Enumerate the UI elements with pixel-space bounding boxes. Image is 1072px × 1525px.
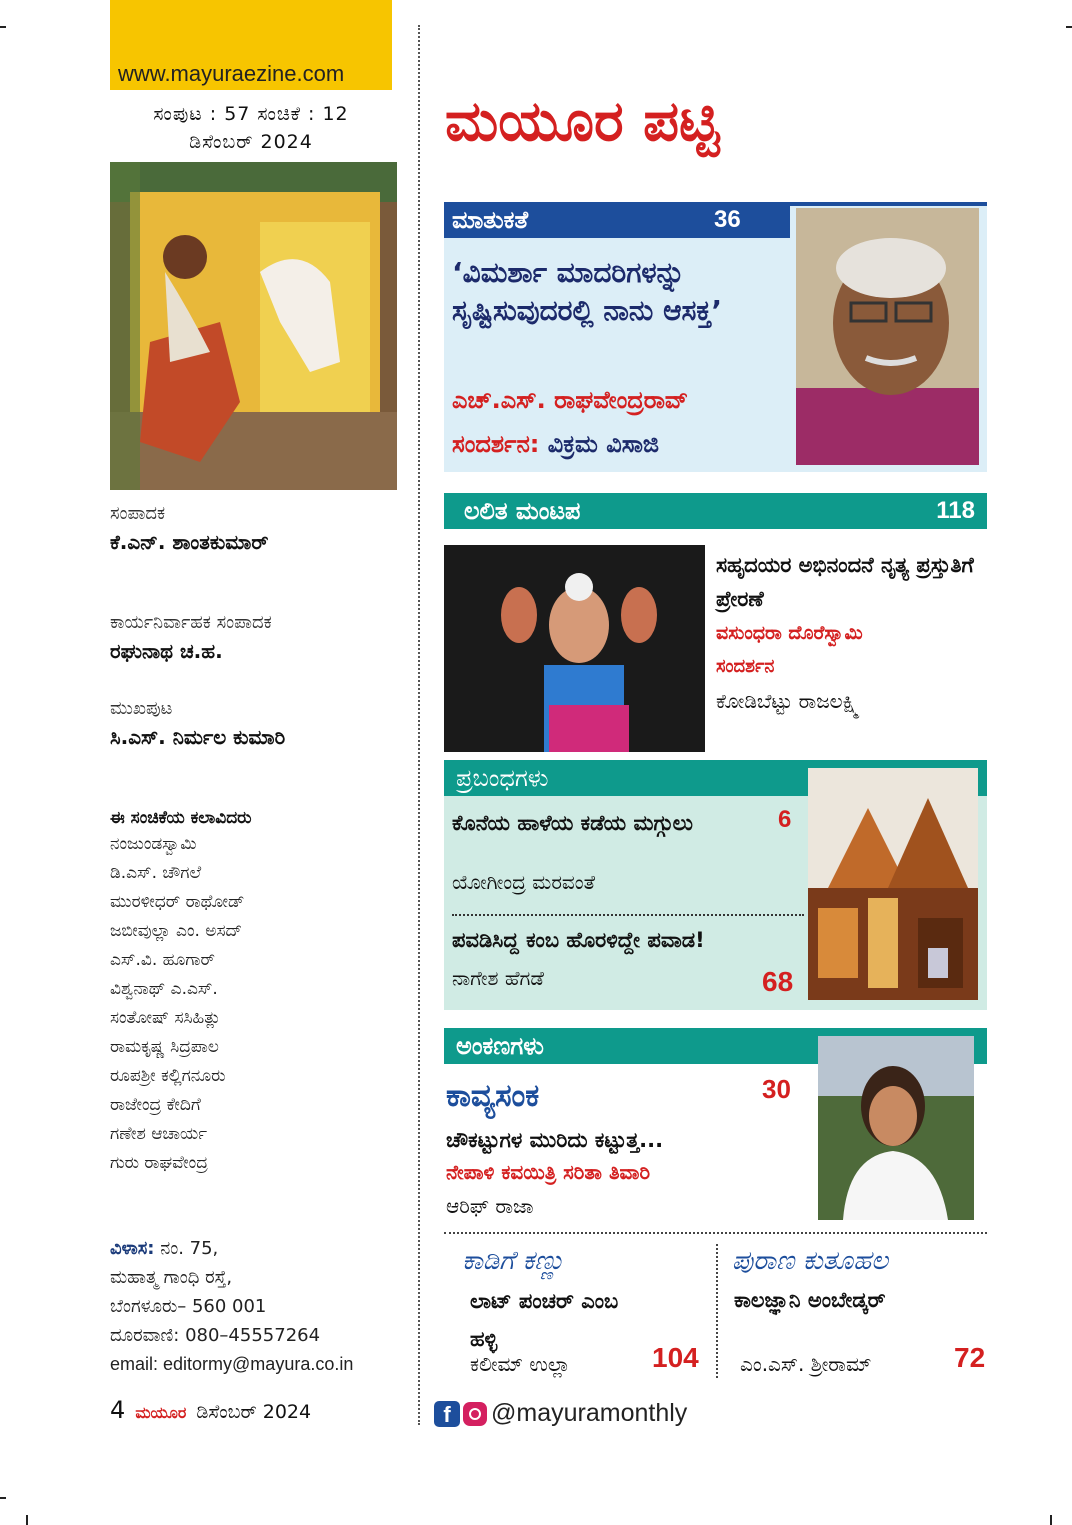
byline-label: ಸಂದರ್ಶನ [716,656,775,677]
page-ref[interactable]: 68 [762,966,794,997]
byline-label: ಸಂದರ್ಶನ: [452,430,540,458]
column-separator [716,1244,718,1378]
byline-name: ವಿಕ್ರಮ ವಿಸಾಜಿ [547,430,660,458]
crop-mark [0,26,6,28]
purana-author: ಎಂ.ಎಸ್. ಶ್ರೀರಾಮ್ [740,1352,872,1376]
address-block [110,1234,410,1379]
poet-photo [818,1036,974,1220]
staff-name: ರಘುನಾಥ ಚ.ಹ. [110,639,223,663]
section-label: ಅಂಕಣಗಳು [456,1032,544,1060]
column-author: ಆರಿಫ್ ರಾಜಾ [446,1194,534,1218]
purana-title[interactable]: ಕಾಲಜ್ಞಾನಿ ಅಂಬೇಡ್ಕರ್ [734,1288,886,1312]
crop-mark [1050,1515,1052,1525]
essay-title[interactable]: ಪವಡಿಸಿದ್ದ ಕಂಬ ಹೊರಳಿದ್ದೇ ಪವಾಡ! [452,928,705,952]
kadige-author: ಕಲೀಮ್ ಉಲ್ಲಾ [470,1352,571,1376]
lalita-header [444,493,987,529]
address-line: ಮಹಾತ್ಮ ಗಾಂಧಿ ರಸ್ತೆ, [110,1267,233,1288]
page-ref[interactable]: 72 [954,1342,986,1373]
purana-label: ಪುರಾಣ ಕುತೂಹಲ [732,1246,888,1276]
page-ref[interactable]: 118 [936,497,975,524]
masthead-title: ಮಯೂರ ಪಟ್ಟಿ [445,88,720,154]
section-label: ಲಲಿತ ಮಂಟಪ [464,497,581,525]
kadige-label: ಕಾಡಿಗೆ ಕಣ್ಣು [462,1246,565,1276]
byline-name: ಕೋಡಿಬೆಟ್ಟು ರಾಜಲಕ್ಷ್ಮಿ [716,689,860,713]
staff-executive-editor [110,612,272,663]
section-separator [444,1232,987,1234]
staff-name: ಕೆ.ಎನ್. ಶಾಂತಕುಮಾರ್ [110,530,269,554]
interview-byline [452,430,659,458]
artist-name: ನಂಜುಂಡಸ್ವಾಮಿ [110,834,197,854]
artist-name: ವಿಶ್ವನಾಥ್ ಎ.ಎಸ್. [110,979,218,999]
page-ref[interactable]: 104 [652,1342,699,1373]
address-label: ವಿಳಾಸ: [110,1238,155,1259]
section-label: ಪ್ರಬಂಧಗಳು [456,764,549,792]
artist-name: ರೂಪಶ್ರೀ ಕಲ್ಲಿಗನೂರು [110,1066,226,1086]
artist-name: ಜಬೀವುಲ್ಲಾ ಎಂ. ಅಸದ್ [110,921,243,941]
lalita-title[interactable]: ಸಹೃದಯರ ಅಭಿನಂದನೆ ನೃತ್ಯ ಪ್ರಸ್ತುತಿಗೆ ಪ್ರೇರಣೆ [716,553,974,611]
column-title[interactable]: ಚೌಕಟ್ಟುಗಳ ಮುರಿದು ಕಟ್ಟುತ್ತ... [446,1128,664,1152]
staff-editor [110,503,268,554]
issue-volume: ಸಂಪುಟ : 57 ಸಂಚಿಕೆ : 12 [153,103,349,125]
essay-separator [452,914,804,916]
page-number: 4 [110,1396,126,1424]
essay-author: ನಾಗೇಶ ಹೆಗಡೆ [452,966,544,990]
email-address[interactable]: email: editormy@mayura.co.in [110,1354,354,1374]
page-ref[interactable]: 6 [778,806,792,833]
dancer-photo [444,545,705,752]
social-handle-row [434,1399,687,1428]
interview-header [444,202,790,238]
author-photo [796,208,979,465]
column-divider [418,25,420,1425]
staff-role: ಕಾರ್ಯನಿರ್ವಾಹಕ ಸಂಪಾದಕ [110,612,272,633]
section-label: ಮಾತುಕತೆ [452,206,529,234]
staff-name: ಸಿ.ಎಸ್. ನಿರ್ಮಲ ಕುಮಾರಿ [110,725,286,749]
facebook-icon[interactable]: f [434,1401,460,1427]
artist-name: ಗಣೇಶ ಆಚಾರ್ಯ [110,1124,208,1144]
artist-name: ಸಂತೋಷ್ ಸಸಿಹಿತ್ಲು [110,1008,221,1028]
issue-info [110,100,392,156]
column-subtitle: ನೇಪಾಳಿ ಕವಯಿತ್ರಿ ಸರಿತಾ ತಿವಾರಿ [446,1160,651,1184]
artist-name: ರಾಜೇಂದ್ರ ಕೇದಿಗೆ [110,1095,201,1115]
issue-date: ಡಿಸೆಂಬರ್ 2024 [189,131,313,153]
page-ref[interactable]: 30 [762,1074,791,1104]
kadige-title[interactable]: ಲಾಟ್ ಪಂಚರ್ ಎಂಬ ಹಳ್ಳಿ [470,1289,619,1351]
column-heading: ಕಾವ್ಯಸಂಕ [446,1078,540,1114]
artist-name: ಡಿ.ಎಸ್. ಚೌಗಲೆ [110,863,202,883]
footer-date: ಡಿಸೆಂಬರ್ 2024 [196,1401,312,1423]
artists-title: ಈ ಸಂಚಿಕೆಯ ಕಲಾವಿದರು [110,808,252,828]
artist-name: ಎಸ್.ವಿ. ಹೂಗಾರ್ [110,950,215,970]
crop-mark [26,1515,28,1525]
address-line: ಬೆಂಗಳೂರು– 560 001 [110,1296,267,1317]
cover-painting [110,162,397,490]
artists-list [110,808,252,1178]
crop-mark [1066,26,1072,28]
lalita-person: ವಸುಂಧರಾ ದೊರೆಸ್ವಾಮಿ [716,622,863,644]
staff-cover [110,698,285,749]
essay-author: ಯೋಗೀಂದ್ರ ಮರವಂತೆ [452,870,595,894]
website-url[interactable]: www.mayuraezine.com [118,61,345,86]
artist-name: ಮುರಳೀಧರ್ ರಾಥೋಡ್ [110,892,245,912]
artist-name: ಗುರು ರಾಘವೇಂದ್ರ [110,1153,208,1173]
essay-title[interactable]: ಕೊನೆಯ ಹಾಳೆಯ ಕಡೆಯ ಮಗ್ಗುಲು [452,811,693,835]
instagram-icon[interactable] [463,1402,487,1426]
artist-name: ರಾಮಕೃಷ್ಣ ಸಿದ್ರಪಾಲ [110,1037,219,1057]
interview-title[interactable]: ‘ವಿಮರ್ಶಾ ಮಾದರಿಗಳನ್ನು ಸೃಷ್ಟಿಸುವುದರಲ್ಲಿ ನಾನು ಆಸಕ್ತ’ [452,256,723,327]
interview-person: ಎಚ್.ಎಸ್. ರಾಘವೇಂದ್ರರಾವ್ [452,386,689,414]
page-footer [110,1396,311,1424]
essay-painting [808,768,978,1000]
staff-role: ಸಂಪಾದಕ [110,503,166,524]
social-handle[interactable]: @mayuramonthly [491,1399,688,1427]
crop-mark [0,1497,6,1499]
staff-role: ಮುಖಪುಟ [110,698,173,719]
footer-brand: ಮಯೂರ [135,1403,187,1422]
page-ref[interactable]: 36 [714,206,741,233]
phone-number: ದೂರವಾಣಿ: 080–45557264 [110,1325,321,1346]
header-rule [790,202,987,206]
address-line: ನಂ. 75, [154,1238,219,1259]
